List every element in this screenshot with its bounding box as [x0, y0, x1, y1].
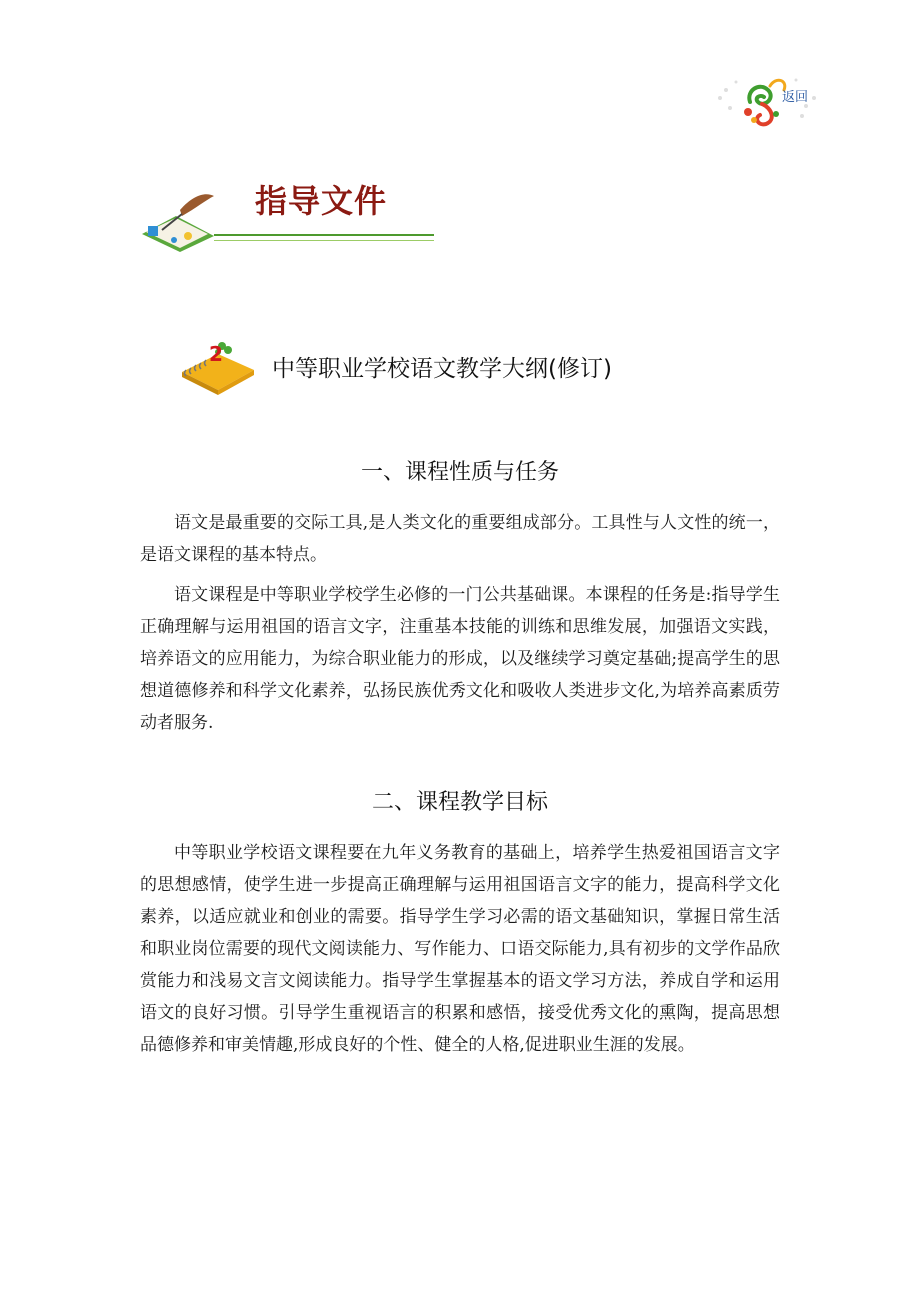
- paragraph: 中等职业学校语文课程要在九年义务教育的基础上，培养学生热爱祖国语言文字的思想感情，使学生进一步提高正确理解与运用祖国语言文字的能力，提高科学文化素养，以适应就业和创业的需要。指导学生学习必需的语文基础知识，掌握日常生活和职业岗位需要的现代文阅读能力、写作能力、口语交际能力,具有初步的文学作品欣赏能力和浅易文言文阅读能力。指导学生掌握基本的语文学习方法，养成自学和运用语文的良好习惯。引导学生重视语言的积累和感悟，接受优秀文化的熏陶，提高思想品德修养和审美情趣,形成良好的个性、健全的人格,促进职业生涯的发展。: [140, 843, 780, 1055]
- title-divider: [214, 234, 434, 241]
- page-title: 指导文件: [255, 182, 388, 220]
- paragraph: 语文课程是中等职业学校学生必修的一门公共基础课。本课程的任务是:指导学生正确理解与运用祖国的语言文字，注重基本技能的训练和思维发展，加强语文实践，培养语文的应用能力，为综合职业能力的形成，以及继续学习奠定基础;提高学生的思想道德修养和科学文化素养，弘扬民族优秀文化和吸收人类进步文化,为培养高素质劳动者服务.: [140, 585, 780, 733]
- document-title: 中等职业学校语文教学大纲(修订): [272, 356, 612, 382]
- section-heading: 二、课程教学目标: [371, 790, 548, 815]
- return-button[interactable]: [706, 68, 826, 132]
- document-number: 2: [209, 342, 223, 366]
- section-heading: 一、课程性质与任务: [360, 460, 559, 485]
- return-label: 返回: [782, 90, 809, 105]
- paragraph: 语文是最重要的交际工具,是人类文化的重要组成部分。工具性与人文性的统一，是语文课程的基本特点。: [140, 513, 780, 565]
- pen-book-icon: [136, 186, 220, 252]
